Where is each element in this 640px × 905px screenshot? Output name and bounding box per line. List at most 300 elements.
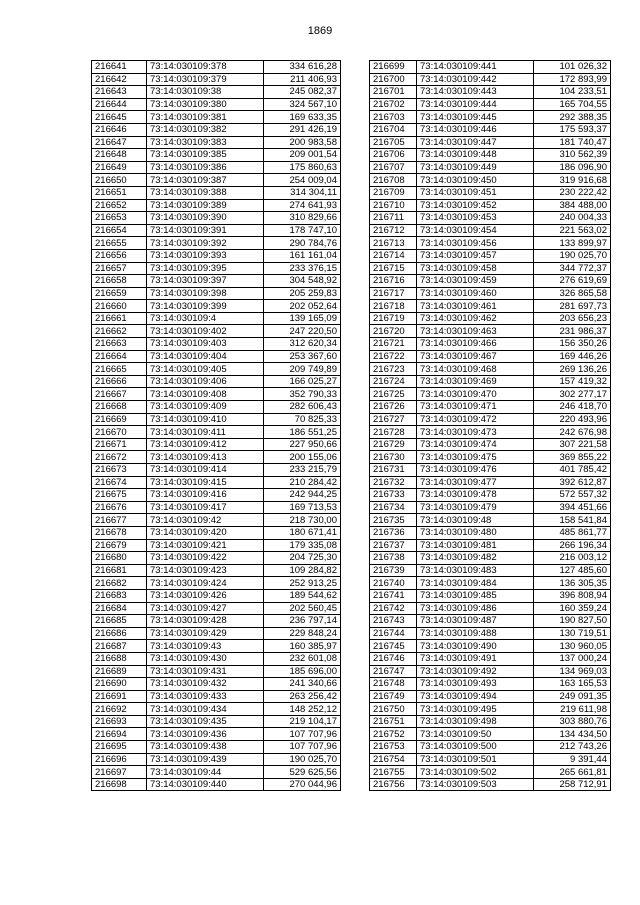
cadastral-number: 73:14:030109:405	[147, 363, 264, 376]
table-row	[370, 224, 611, 237]
table-row	[370, 86, 611, 99]
cadastral-value: 9 391,44	[534, 753, 611, 766]
cadastral-value: 266 196,34	[534, 539, 611, 552]
cadastral-number: 73:14:030109:429	[147, 627, 264, 640]
cadastral-value: 326 865,58	[534, 287, 611, 300]
table-row	[370, 73, 611, 86]
cadastral-value: 209 001,54	[264, 149, 341, 162]
row-number: 216718	[370, 300, 417, 313]
row-number: 216646	[92, 123, 147, 136]
row-number: 216701	[370, 86, 417, 99]
table-row	[370, 136, 611, 149]
cadastral-number: 73:14:030109:444	[417, 98, 534, 111]
table-row	[370, 615, 611, 628]
cadastral-number: 73:14:030109:453	[417, 212, 534, 225]
cadastral-number: 73:14:030109:399	[147, 300, 264, 313]
cadastral-number: 73:14:030109:421	[147, 539, 264, 552]
cadastral-number: 73:14:030109:411	[147, 426, 264, 439]
cadastral-value: 246 418,70	[534, 401, 611, 414]
cadastral-value: 242 944,25	[264, 489, 341, 502]
cadastral-value: 263 256,42	[264, 690, 341, 703]
cadastral-number: 73:14:030109:42	[147, 514, 264, 527]
table-row	[92, 98, 341, 111]
cadastral-number: 73:14:030109:398	[147, 287, 264, 300]
row-number: 216746	[370, 652, 417, 665]
row-number: 216661	[92, 312, 147, 325]
cadastral-number: 73:14:030109:413	[147, 451, 264, 464]
cadastral-number: 73:14:030109:417	[147, 501, 264, 514]
cadastral-number: 73:14:030109:470	[417, 388, 534, 401]
row-number: 216733	[370, 489, 417, 502]
cadastral-value: 401 785,42	[534, 464, 611, 477]
cadastral-number: 73:14:030109:420	[147, 526, 264, 539]
row-number: 216750	[370, 703, 417, 716]
row-number: 216656	[92, 249, 147, 262]
cadastral-number: 73:14:030109:483	[417, 564, 534, 577]
table-row	[370, 589, 611, 602]
table-row	[92, 690, 341, 703]
cadastral-value: 181 740,47	[534, 136, 611, 149]
cadastral-number: 73:14:030109:435	[147, 715, 264, 728]
row-number: 216685	[92, 615, 147, 628]
row-number: 216698	[92, 778, 147, 791]
cadastral-number: 73:14:030109:383	[147, 136, 264, 149]
row-number: 216670	[92, 426, 147, 439]
cadastral-value: 253 367,60	[264, 350, 341, 363]
table-row	[92, 174, 341, 187]
row-number: 216649	[92, 161, 147, 174]
row-number: 216694	[92, 728, 147, 741]
cadastral-value: 175 593,37	[534, 123, 611, 136]
cadastral-number: 73:14:030109:463	[417, 325, 534, 338]
cadastral-value: 186 551,25	[264, 426, 341, 439]
row-number: 216687	[92, 640, 147, 653]
cadastral-number: 73:14:030109:391	[147, 224, 264, 237]
cadastral-number: 73:14:030109:461	[417, 300, 534, 313]
cadastral-number: 73:14:030109:448	[417, 149, 534, 162]
row-number: 216729	[370, 438, 417, 451]
cadastral-value: 270 044,96	[264, 778, 341, 791]
table-row	[92, 426, 341, 439]
row-number: 216645	[92, 111, 147, 124]
cadastral-value: 252 913,25	[264, 577, 341, 590]
cadastral-number: 73:14:030109:469	[417, 375, 534, 388]
table-row	[370, 312, 611, 325]
table-row	[92, 627, 341, 640]
row-number: 216713	[370, 237, 417, 250]
table-row	[92, 652, 341, 665]
cadastral-value: 204 725,30	[264, 552, 341, 565]
cadastral-number: 73:14:030109:436	[147, 728, 264, 741]
cadastral-number: 73:14:030109:449	[417, 161, 534, 174]
cadastral-number: 73:14:030109:484	[417, 577, 534, 590]
cadastral-value: 241 340,66	[264, 678, 341, 691]
cadastral-number: 73:14:030109:381	[147, 111, 264, 124]
table-row	[92, 501, 341, 514]
table-row	[92, 388, 341, 401]
row-number: 216647	[92, 136, 147, 149]
row-number: 216666	[92, 375, 147, 388]
cadastral-number: 73:14:030109:491	[417, 652, 534, 665]
row-number: 216669	[92, 413, 147, 426]
row-number: 216696	[92, 753, 147, 766]
cadastral-value: 161 161,04	[264, 249, 341, 262]
row-number: 216734	[370, 501, 417, 514]
table-row	[92, 766, 341, 779]
cadastral-value: 233 376,15	[264, 262, 341, 275]
cadastral-value: 236 797,14	[264, 615, 341, 628]
cadastral-value: 240 004,33	[534, 212, 611, 225]
cadastral-number: 73:14:030109:38	[147, 86, 264, 99]
row-number: 216664	[92, 350, 147, 363]
cadastral-value: 202 052,64	[264, 300, 341, 313]
row-number: 216705	[370, 136, 417, 149]
row-number: 216704	[370, 123, 417, 136]
row-number: 216652	[92, 199, 147, 212]
table-row	[92, 741, 341, 754]
cadastral-value: 70 825,33	[264, 413, 341, 426]
table-row	[92, 237, 341, 250]
cadastral-number: 73:14:030109:385	[147, 149, 264, 162]
cadastral-number: 73:14:030109:443	[417, 86, 534, 99]
table-row	[92, 753, 341, 766]
table-row	[92, 514, 341, 527]
cadastral-value: 269 136,26	[534, 363, 611, 376]
row-number: 216724	[370, 375, 417, 388]
table-row	[370, 262, 611, 275]
table-row	[370, 61, 611, 74]
row-number: 216755	[370, 766, 417, 779]
cadastral-number: 73:14:030109:442	[417, 73, 534, 86]
cadastral-value: 220 493,96	[534, 413, 611, 426]
row-number: 216644	[92, 98, 147, 111]
table-row	[92, 526, 341, 539]
table-row	[92, 86, 341, 99]
cadastral-number: 73:14:030109:428	[147, 615, 264, 628]
cadastral-value: 310 562,39	[534, 149, 611, 162]
cadastral-number: 73:14:030109:430	[147, 652, 264, 665]
row-number: 216739	[370, 564, 417, 577]
cadastral-value: 232 601,08	[264, 652, 341, 665]
table-row	[92, 199, 341, 212]
cadastral-number: 73:14:030109:415	[147, 476, 264, 489]
cadastral-number: 73:14:030109:468	[417, 363, 534, 376]
cadastral-number: 73:14:030109:50	[417, 728, 534, 741]
cadastral-value: 169 446,26	[534, 350, 611, 363]
cadastral-number: 73:14:030109:498	[417, 715, 534, 728]
table-row	[92, 564, 341, 577]
cadastral-value: 219 104,17	[264, 715, 341, 728]
table-row	[370, 363, 611, 376]
cadastral-value: 276 619,69	[534, 275, 611, 288]
cadastral-number: 73:14:030109:393	[147, 249, 264, 262]
table-row	[370, 174, 611, 187]
table-row	[370, 652, 611, 665]
row-number: 216651	[92, 186, 147, 199]
row-number: 216708	[370, 174, 417, 187]
cadastral-value: 203 656,23	[534, 312, 611, 325]
cadastral-value: 134 434,50	[534, 728, 611, 741]
table-row	[370, 111, 611, 124]
row-number: 216671	[92, 438, 147, 451]
cadastral-number: 73:14:030109:427	[147, 602, 264, 615]
table-row	[92, 703, 341, 716]
row-number: 216743	[370, 615, 417, 628]
table-row	[92, 464, 341, 477]
cadastral-number: 73:14:030109:462	[417, 312, 534, 325]
cadastral-number: 73:14:030109:459	[417, 275, 534, 288]
cadastral-number: 73:14:030109:445	[417, 111, 534, 124]
cadastral-value: 139 165,09	[264, 312, 341, 325]
cadastral-number: 73:14:030109:476	[417, 464, 534, 477]
row-number: 216695	[92, 741, 147, 754]
cadastral-number: 73:14:030109:426	[147, 589, 264, 602]
table-row	[92, 678, 341, 691]
row-number: 216654	[92, 224, 147, 237]
cadastral-value: 104 233,51	[534, 86, 611, 99]
cadastral-value: 227 950,66	[264, 438, 341, 451]
cadastral-number: 73:14:030109:431	[147, 665, 264, 678]
row-number: 216736	[370, 526, 417, 539]
cadastral-value: 175 860,63	[264, 161, 341, 174]
row-number: 216716	[370, 275, 417, 288]
cadastral-value: 209 749,89	[264, 363, 341, 376]
row-number: 216658	[92, 275, 147, 288]
table-row	[370, 413, 611, 426]
cadastral-number: 73:14:030109:480	[417, 526, 534, 539]
cadastral-number: 73:14:030109:502	[417, 766, 534, 779]
cadastral-number: 73:14:030109:392	[147, 237, 264, 250]
cadastral-value: 169 713,53	[264, 501, 341, 514]
table-row	[92, 275, 341, 288]
cadastral-number: 73:14:030109:390	[147, 212, 264, 225]
table-row	[92, 615, 341, 628]
row-number: 216740	[370, 577, 417, 590]
cadastral-number: 73:14:030109:379	[147, 73, 264, 86]
row-number: 216741	[370, 589, 417, 602]
cadastral-number: 73:14:030109:414	[147, 464, 264, 477]
cadastral-value: 384 488,00	[534, 199, 611, 212]
row-number: 216712	[370, 224, 417, 237]
cadastral-value: 211 406,93	[264, 73, 341, 86]
cadastral-value: 247 220,50	[264, 325, 341, 338]
cadastral-number: 73:14:030109:487	[417, 615, 534, 628]
table-row	[370, 728, 611, 741]
table-row	[370, 526, 611, 539]
cadastral-value: 133 899,97	[534, 237, 611, 250]
table-row	[370, 123, 611, 136]
cadastral-value: 127 485,60	[534, 564, 611, 577]
table-row	[92, 350, 341, 363]
cadastral-number: 73:14:030109:488	[417, 627, 534, 640]
table-row	[370, 401, 611, 414]
cadastral-number: 73:14:030109:451	[417, 186, 534, 199]
row-number: 216675	[92, 489, 147, 502]
table-row	[370, 161, 611, 174]
table-row	[370, 501, 611, 514]
cadastral-value: 190 025,70	[534, 249, 611, 262]
cadastral-value: 290 784,76	[264, 237, 341, 250]
table-row	[92, 715, 341, 728]
row-number: 216678	[92, 526, 147, 539]
row-number: 216692	[92, 703, 147, 716]
row-number: 216732	[370, 476, 417, 489]
cadastral-value: 396 808,94	[534, 589, 611, 602]
cadastral-number: 73:14:030109:467	[417, 350, 534, 363]
table-row	[92, 338, 341, 351]
row-number: 216650	[92, 174, 147, 187]
row-number: 216726	[370, 401, 417, 414]
cadastral-value: 218 730,00	[264, 514, 341, 527]
cadastral-value: 148 252,12	[264, 703, 341, 716]
cadastral-value: 137 000,24	[534, 652, 611, 665]
cadastral-number: 73:14:030109:472	[417, 413, 534, 426]
row-number: 216673	[92, 464, 147, 477]
cadastral-value: 219 611,98	[534, 703, 611, 716]
cadastral-number: 73:14:030109:403	[147, 338, 264, 351]
row-number: 216682	[92, 577, 147, 590]
cadastral-number: 73:14:030109:387	[147, 174, 264, 187]
row-number: 216699	[370, 61, 417, 74]
cadastral-number: 73:14:030109:410	[147, 413, 264, 426]
cadastral-value: 163 165,53	[534, 678, 611, 691]
cadastral-value: 231 986,37	[534, 325, 611, 338]
row-number: 216706	[370, 149, 417, 162]
row-number: 216660	[92, 300, 147, 313]
page-number: 1869	[307, 25, 333, 37]
cadastral-number: 73:14:030109:380	[147, 98, 264, 111]
cadastral-number: 73:14:030109:482	[417, 552, 534, 565]
row-number: 216752	[370, 728, 417, 741]
cadastral-value: 190 025,70	[264, 753, 341, 766]
cadastral-number: 73:14:030109:433	[147, 690, 264, 703]
row-number: 216747	[370, 665, 417, 678]
cadastral-value: 107 707,96	[264, 741, 341, 754]
table-row	[92, 161, 341, 174]
cadastral-number: 73:14:030109:44	[147, 766, 264, 779]
cadastral-number: 73:14:030109:485	[417, 589, 534, 602]
table-row	[370, 300, 611, 313]
cadastral-value: 186 096,90	[534, 161, 611, 174]
row-number: 216648	[92, 149, 147, 162]
cadastral-value: 190 827,50	[534, 615, 611, 628]
table-row	[370, 678, 611, 691]
cadastral-number: 73:14:030109:408	[147, 388, 264, 401]
table-row	[92, 111, 341, 124]
cadastral-number: 73:14:030109:409	[147, 401, 264, 414]
table-row	[370, 438, 611, 451]
cadastral-value: 229 848,24	[264, 627, 341, 640]
cadastral-value: 136 305,35	[534, 577, 611, 590]
row-number: 216748	[370, 678, 417, 691]
table-row	[370, 766, 611, 779]
cadastral-number: 73:14:030109:460	[417, 287, 534, 300]
cadastral-value: 304 548,92	[264, 275, 341, 288]
cadastral-value: 245 082,37	[264, 86, 341, 99]
table-row	[370, 287, 611, 300]
cadastral-value: 312 620,34	[264, 338, 341, 351]
row-number: 216686	[92, 627, 147, 640]
row-number: 216642	[92, 73, 147, 86]
cadastral-value: 101 026,32	[534, 61, 611, 74]
cadastral-value: 303 880,76	[534, 715, 611, 728]
row-number: 216721	[370, 338, 417, 351]
cadastral-value: 319 916,68	[534, 174, 611, 187]
cadastral-number: 73:14:030109:490	[417, 640, 534, 653]
row-number: 216689	[92, 665, 147, 678]
cadastral-number: 73:14:030109:478	[417, 489, 534, 502]
cadastral-number: 73:14:030109:452	[417, 199, 534, 212]
table-row	[92, 476, 341, 489]
table-row	[92, 539, 341, 552]
row-number: 216677	[92, 514, 147, 527]
table-row	[370, 489, 611, 502]
table-row	[92, 665, 341, 678]
table-row	[92, 640, 341, 653]
table-row	[92, 401, 341, 414]
cadastral-value: 134 969,03	[534, 665, 611, 678]
row-number: 216668	[92, 401, 147, 414]
cadastral-number: 73:14:030109:458	[417, 262, 534, 275]
cadastral-value: 169 633,35	[264, 111, 341, 124]
cadastral-value: 216 003,12	[534, 552, 611, 565]
table-row	[92, 489, 341, 502]
cadastral-number: 73:14:030109:423	[147, 564, 264, 577]
table-row	[92, 413, 341, 426]
row-number: 216663	[92, 338, 147, 351]
row-number: 216749	[370, 690, 417, 703]
cadastral-value: 130 960,05	[534, 640, 611, 653]
table-row	[370, 451, 611, 464]
row-number: 216659	[92, 287, 147, 300]
cadastral-number: 73:14:030109:450	[417, 174, 534, 187]
cadastral-value: 158 541,84	[534, 514, 611, 527]
table-row	[370, 627, 611, 640]
row-number: 216655	[92, 237, 147, 250]
cadastral-value: 324 567,10	[264, 98, 341, 111]
cadastral-number: 73:14:030109:386	[147, 161, 264, 174]
row-number: 216697	[92, 766, 147, 779]
table-row	[370, 665, 611, 678]
row-number: 216679	[92, 539, 147, 552]
cadastral-value: 130 719,51	[534, 627, 611, 640]
cadastral-number: 73:14:030109:382	[147, 123, 264, 136]
cadastral-value: 200 983,58	[264, 136, 341, 149]
row-number: 216680	[92, 552, 147, 565]
row-number: 216737	[370, 539, 417, 552]
cadastral-number: 73:14:030109:454	[417, 224, 534, 237]
table-row	[370, 325, 611, 338]
cadastral-value: 258 712,91	[534, 778, 611, 791]
table-row	[370, 464, 611, 477]
cadastral-value: 178 747,10	[264, 224, 341, 237]
table-row	[370, 149, 611, 162]
cadastral-table-right	[369, 60, 611, 791]
row-number: 216751	[370, 715, 417, 728]
row-number: 216710	[370, 199, 417, 212]
cadastral-number: 73:14:030109:474	[417, 438, 534, 451]
row-number: 216735	[370, 514, 417, 527]
cadastral-value: 310 829,66	[264, 212, 341, 225]
cadastral-value: 249 091,35	[534, 690, 611, 703]
cadastral-value: 166 025,27	[264, 375, 341, 388]
cadastral-value: 369 855,22	[534, 451, 611, 464]
cadastral-value: 485 861,77	[534, 526, 611, 539]
table-row	[92, 287, 341, 300]
cadastral-value: 281 697,73	[534, 300, 611, 313]
table-row	[370, 753, 611, 766]
cadastral-number: 73:14:030109:457	[417, 249, 534, 262]
